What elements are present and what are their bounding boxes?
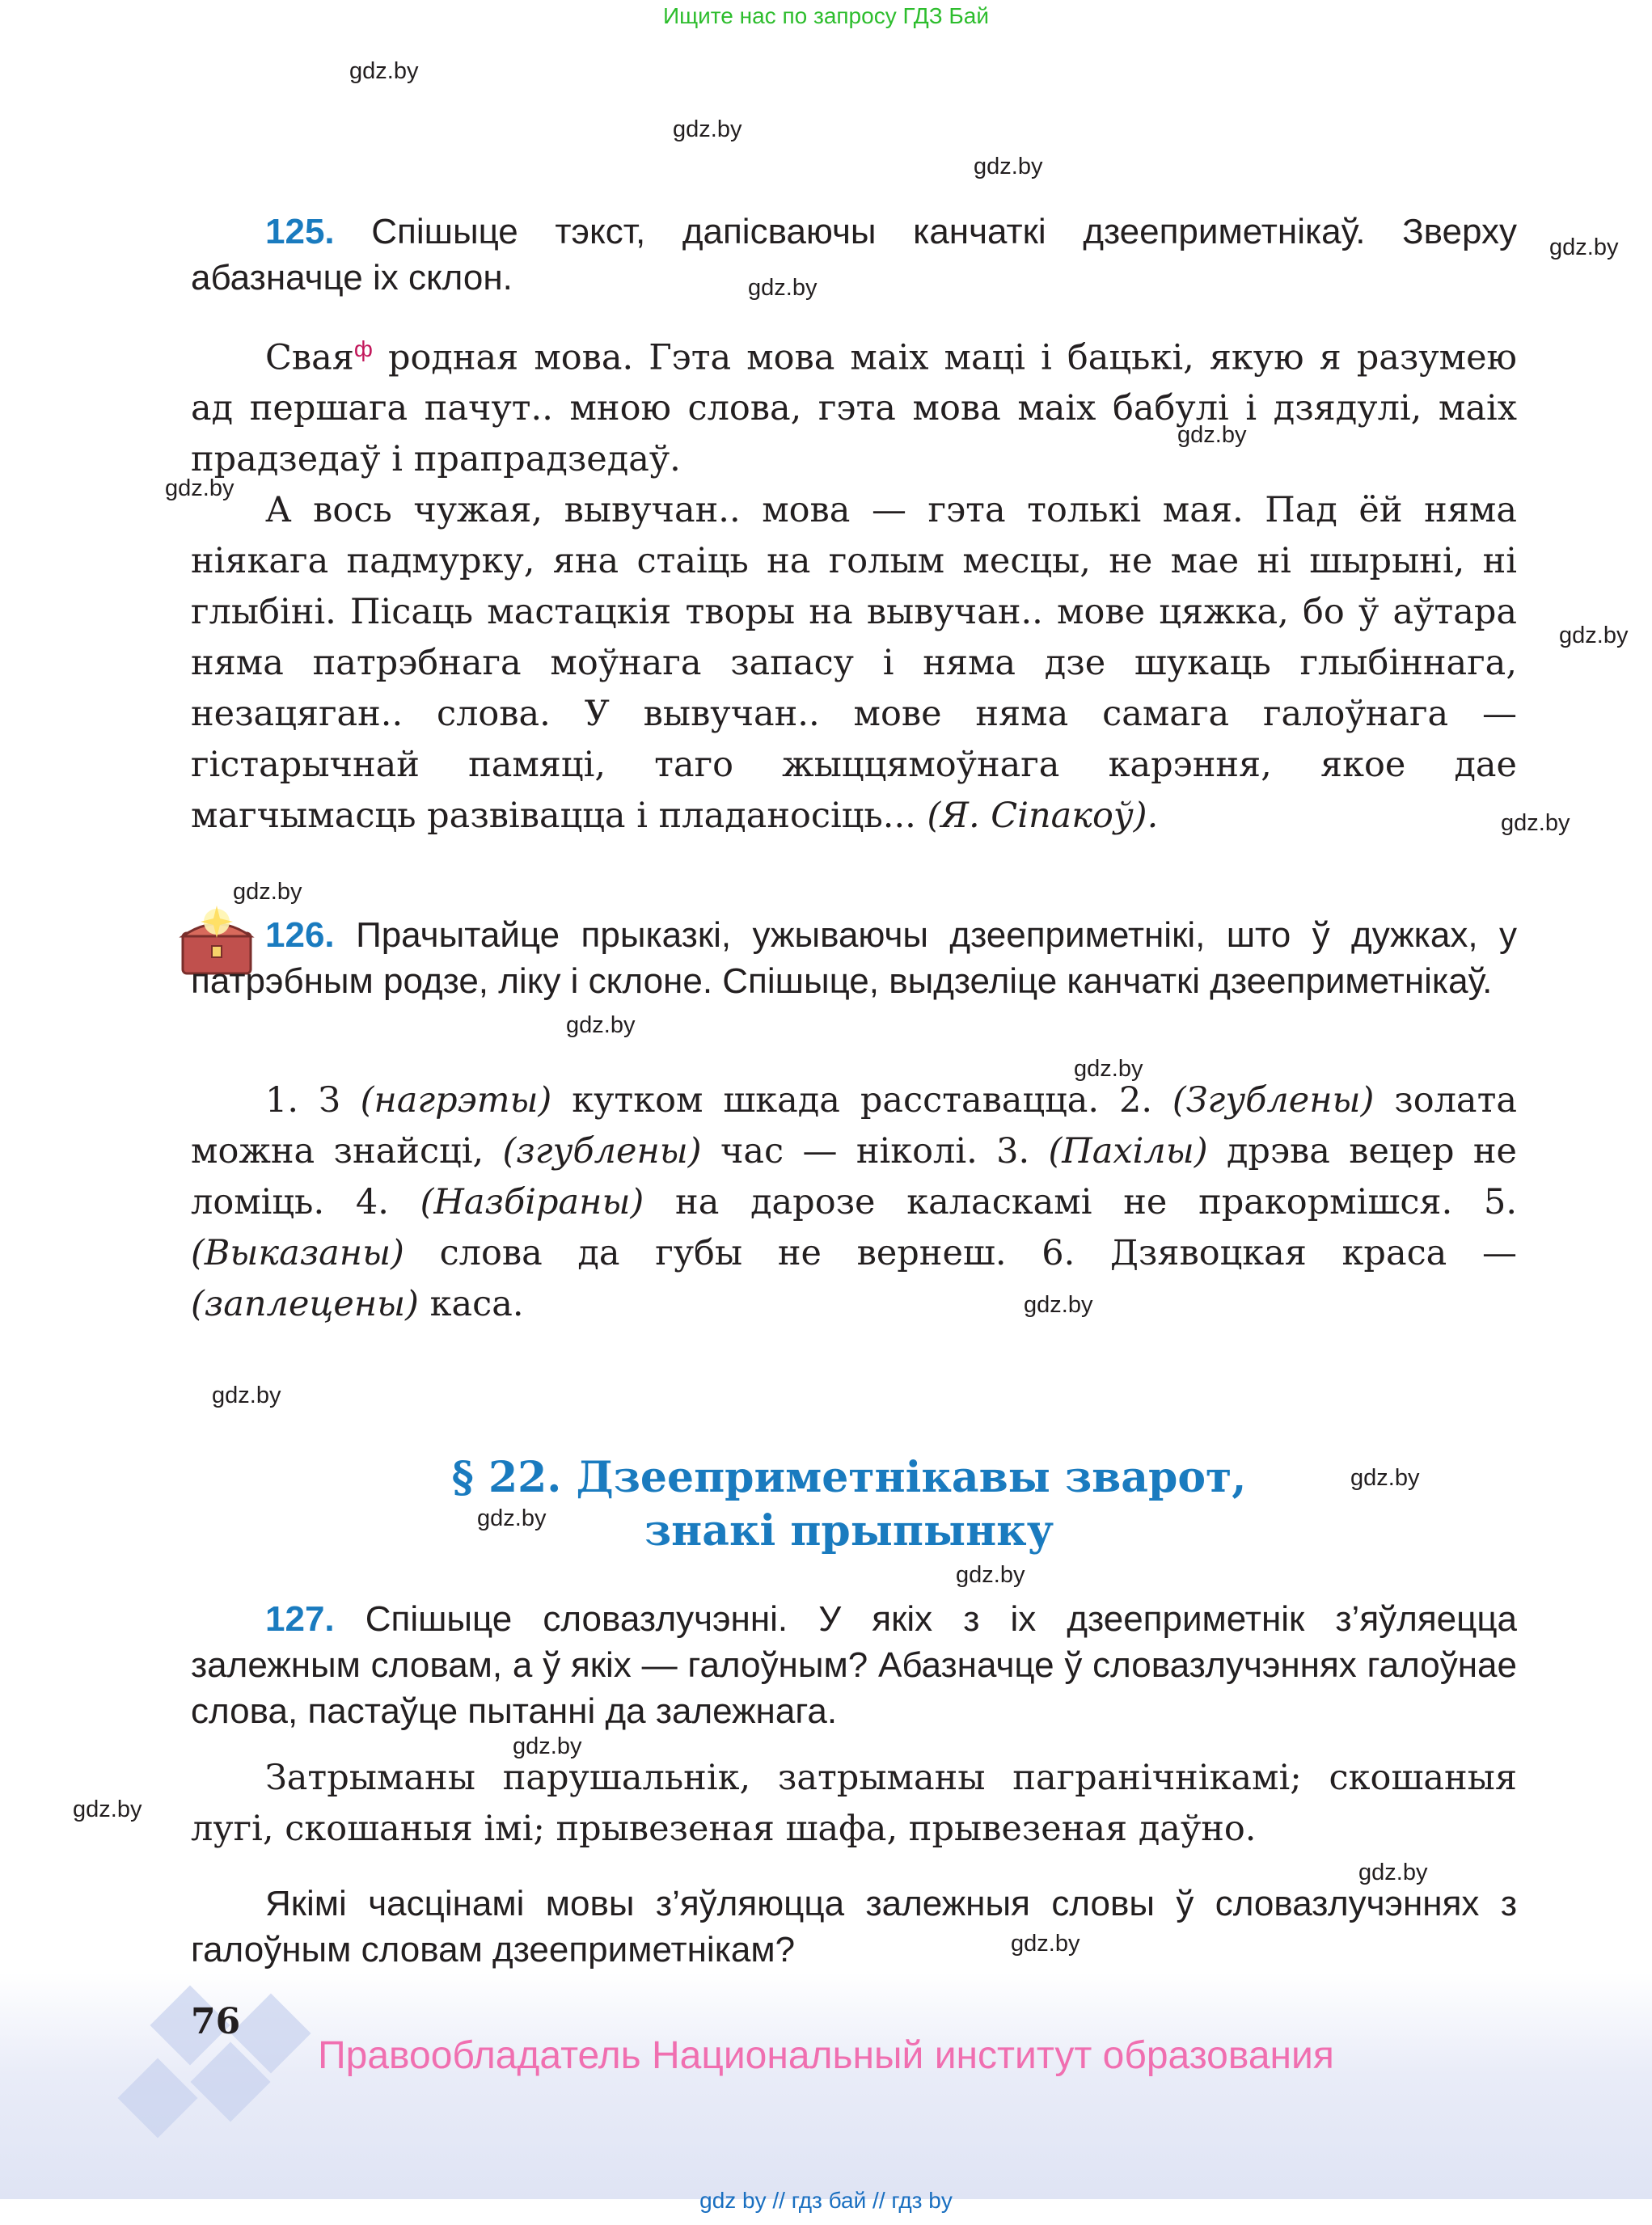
word-in-brackets: (нагрэты)	[360, 1080, 552, 1121]
author-citation: (Я. Сіпакоў).	[927, 796, 1159, 837]
watermark: gdz.by	[165, 475, 234, 501]
task-125-text	[191, 323, 1517, 842]
text-fragment: час — ніколі. 3.	[701, 1131, 1049, 1172]
word-in-brackets: (Пахілы)	[1048, 1131, 1208, 1172]
watermark: gdz.by	[477, 1505, 547, 1531]
watermark: gdz.by	[349, 58, 419, 84]
watermark: gdz.by	[974, 154, 1043, 179]
watermark: gdz.by	[1358, 1860, 1428, 1885]
section-heading	[404, 1451, 1294, 1558]
footnote-marker: ф	[353, 336, 373, 361]
top-banner[interactable]: Ищите нас по запросу ГДЗ Бай	[662, 3, 990, 28]
word-in-brackets: (Назбіраны)	[420, 1182, 644, 1222]
watermark: gdz.by	[73, 1796, 142, 1822]
task-number: 127.	[265, 1599, 335, 1639]
page-number: 76	[191, 2001, 241, 2042]
task-127-instruction	[191, 1596, 1517, 1734]
watermark: gdz.by	[1549, 234, 1619, 260]
task-text: Спішыце словазлучэнні. У якіх з іх дзееприметнік з’яўляецца залежным словам, а ў якіх — галоўным? Абазначце ў словазлучэннях галоўнае слова, пастаўце пытанні да залежнага.	[191, 1599, 1517, 1731]
word-in-brackets: (Выказаны)	[191, 1233, 404, 1273]
task-number: 125.	[265, 212, 335, 251]
watermark: gdz.by	[1024, 1292, 1093, 1318]
text-fragment: каса.	[418, 1284, 524, 1324]
text-fragment: А вось чужая, вывучан.. мова — гэта толькі мая. Пад ёй няма ніякага падмурку, яна стаіць на голым месцы, не мае ні шырыні, ні глыбіні. Пісаць мастацкія творы на вывучан.. мове цяжка, бо ў аўтара няма патрэбнага моўнага запасу і няма дзе шукаць глыбіннага, незацяган.. слова. У вывучан.. мове няма самага галоўнага — гістарычнай памяці, таго жыццямоўнага карэння, якое дае магчымасць развівацца і пладаносіць...	[191, 490, 1517, 837]
text-fragment: золата можна знайсці,	[191, 1080, 1517, 1172]
watermark: gdz.by	[566, 1012, 636, 1038]
word-in-brackets: (Згублены)	[1172, 1080, 1375, 1121]
text-fragment: Затрыманы парушальнік, затрыманы пагранічнікамі; скошаныя лугі, скошаныя імі; прывезеная шафа, прывезеная даўно.	[191, 1758, 1517, 1849]
text-fragment: на дарозе каласкамі не пракормішся. 5.	[644, 1182, 1517, 1222]
task-126-instruction	[191, 912, 1517, 1004]
text-fragment: Свая	[265, 337, 354, 378]
word-in-brackets: (заплецены)	[191, 1284, 419, 1324]
text-fragment: 1. З	[265, 1080, 361, 1121]
watermark: gdz.by	[212, 1383, 281, 1408]
text-fragment: слова да губы не вернеш. 6. Дзявоцкая краса —	[403, 1233, 1517, 1273]
watermark: gdz.by	[1350, 1465, 1420, 1491]
task-127-question	[191, 1881, 1517, 1973]
word-in-brackets: (згублены)	[502, 1131, 702, 1172]
task-126-text	[191, 1075, 1517, 1330]
watermark: gdz.by	[673, 116, 742, 142]
watermark: gdz.by	[1501, 810, 1570, 836]
watermark: gdz.by	[1559, 623, 1629, 648]
watermark: gdz.by	[513, 1733, 582, 1759]
text-fragment: кутком шкада расставацца. 2.	[551, 1080, 1172, 1121]
task-text: Спішыце тэкст, дапісваючы канчаткі дзееприметнікаў. Зверху абазначце іх склон.	[191, 212, 1517, 298]
watermark: gdz.by	[1177, 422, 1247, 448]
task-125-instruction	[191, 209, 1517, 301]
text-fragment: родная мова. Гэта мова маіх маці і бацькі, якую я разумею ад першага пачут.. мною слова, гэта мова маіх бабулі і дзядулі, маіх прадзедаў і прапрадзедаў.	[191, 337, 1517, 480]
bottom-links[interactable]: gdz by // гдз бай // гдз by	[699, 2188, 953, 2213]
watermark: gdz.by	[233, 879, 302, 905]
section-heading-line: знакі прыпынку	[644, 1506, 1054, 1556]
watermark: gdz.by	[956, 1562, 1025, 1588]
text-fragment: дрэва вецер не ломіць. 4.	[191, 1131, 1517, 1222]
watermark: gdz.by	[1074, 1056, 1143, 1082]
watermark: gdz.by	[1011, 1931, 1080, 1957]
task-number: 126.	[265, 915, 335, 955]
task-127-text	[191, 1753, 1517, 1855]
copyright-notice: Правообладатель Национальный институт образования	[318, 2034, 1334, 2077]
watermark: gdz.by	[748, 275, 818, 301]
task-text: Прачытайце прыказкі, ужываючы дзееприметнікі, што ў дужках, у патрэбным родзе, ліку і склоне. Спішыце, выдзеліце канчаткі дзееприметнікаў.	[191, 915, 1517, 1001]
section-heading-line: § 22. Дзееприметнікавы зварот,	[451, 1453, 1247, 1502]
question-text: Якімі часцінамі мовы з’яўляюцца залежныя словы ў словазлучэннях з галоўным словам дзееприметнікам?	[191, 1884, 1517, 1970]
